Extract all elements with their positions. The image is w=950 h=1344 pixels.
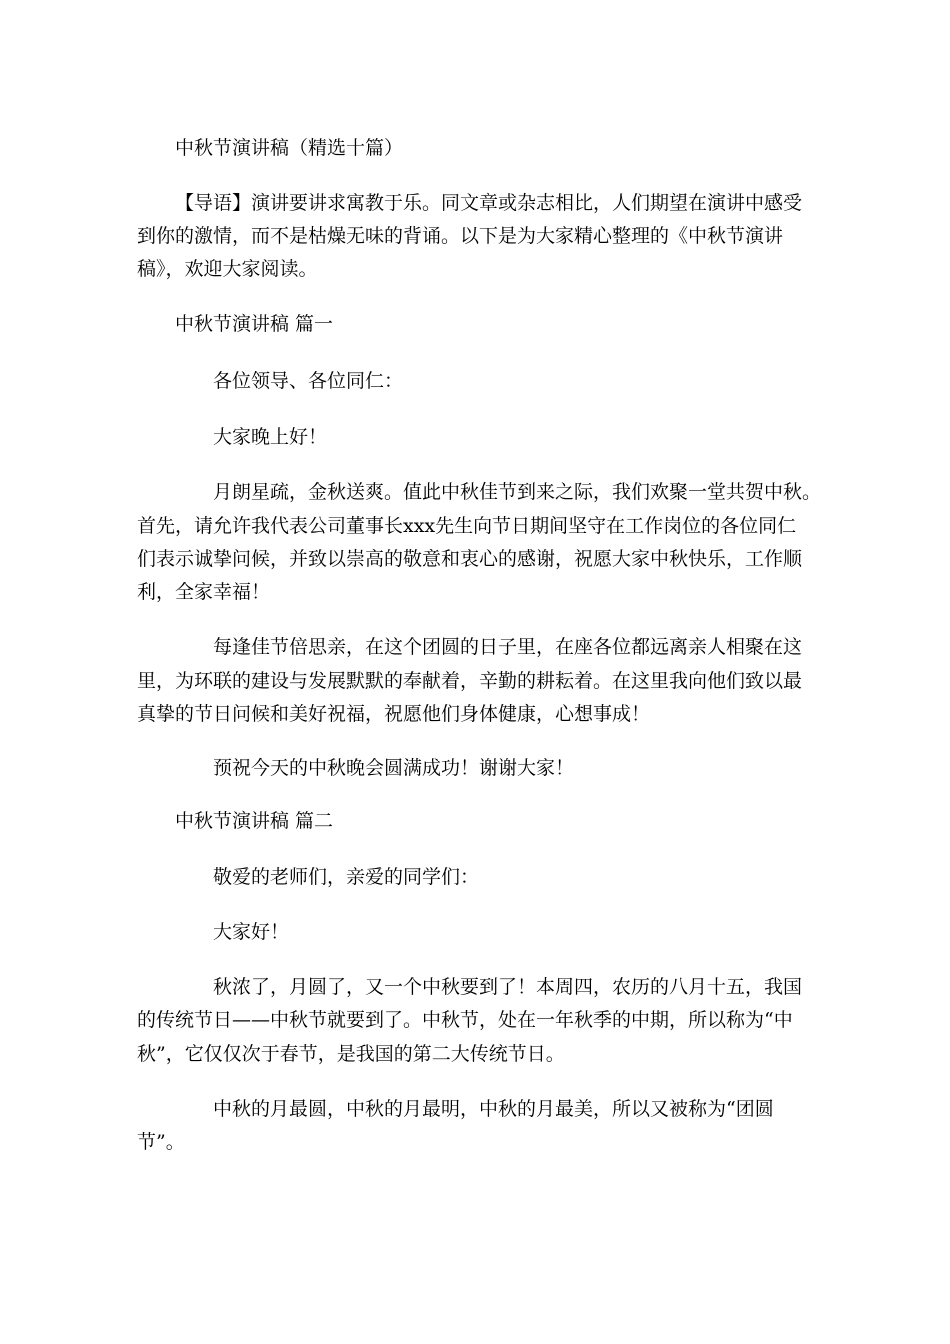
section-1-p2-line-3: 真挚的节日问候和美好祝福，祝愿他们身体健康，心想事成！ (137, 703, 651, 725)
section-1-p2-line-1: 每逢佳节倍思亲，在这个团圆的日子里，在座各位都远离亲人相聚在这 (213, 636, 803, 658)
section-2-p1-line-2: 的传统节日——中秋节就要到了。中秋节，处在一年秋季的中期，所以称为“中 (137, 1009, 793, 1031)
section-2-p2-line-2: 节”。 (137, 1131, 185, 1153)
section-2-p1-line-1: 秋浓了，月圆了，又一个中秋要到了！本周四，农历的八月十五，我国 (213, 976, 803, 998)
section-1-p1-line-3: 们表示诚挚问候，并致以崇高的敬意和衷心的感谢，祝愿大家中秋快乐，工作顺 (137, 548, 803, 570)
section-1-heading: 中秋节演讲稿 篇一 (175, 313, 334, 335)
section-1-p1-line-2: 首先，请允许我代表公司董事长xxx先生向节日期间坚守在工作岗位的各位同仁 (137, 515, 797, 537)
section-2-heading: 中秋节演讲稿 篇二 (175, 810, 334, 832)
section-1-p2-line-2: 里，为环联的建设与发展默默的奉献着，辛勤的耕耘着。在这里我向他们致以最 (137, 670, 803, 692)
section-1-salutation: 各位领导、各位同仁： (213, 370, 404, 392)
section-2-p2-line-1: 中秋的月最圆，中秋的月最明，中秋的月最美，所以又被称为“团圆 (213, 1098, 774, 1120)
section-2-greeting: 大家好！ (213, 921, 290, 943)
section-1-p1-line-4: 利，全家幸福！ (137, 581, 271, 603)
intro-line-1: 【导语】演讲要讲求寓教于乐。同文章或杂志相比，人们期望在演讲中感受 (175, 192, 803, 214)
section-2-salutation: 敬爱的老师们，亲爱的同学们： (213, 866, 480, 888)
intro-line-3: 稿》，欢迎大家阅读。 (137, 258, 318, 280)
section-2-p1-line-3: 秋”，它仅仅次于春节，是我国的第二大传统节日。 (137, 1043, 565, 1065)
section-1-closing: 预祝今天的中秋晚会圆满成功！谢谢大家！ (213, 757, 575, 779)
document-title: 中秋节演讲稿（精选十篇） (175, 137, 404, 159)
intro-line-2: 到你的激情，而不是枯燥无味的背诵。以下是为大家精心整理的《中秋节演讲 (137, 225, 784, 247)
section-1-greeting: 大家晚上好！ (213, 426, 328, 448)
section-1-p1-line-1: 月朗星疏，金秋送爽。值此中秋佳节到来之际，我们欢聚一堂共贺中秋。 (213, 481, 822, 503)
